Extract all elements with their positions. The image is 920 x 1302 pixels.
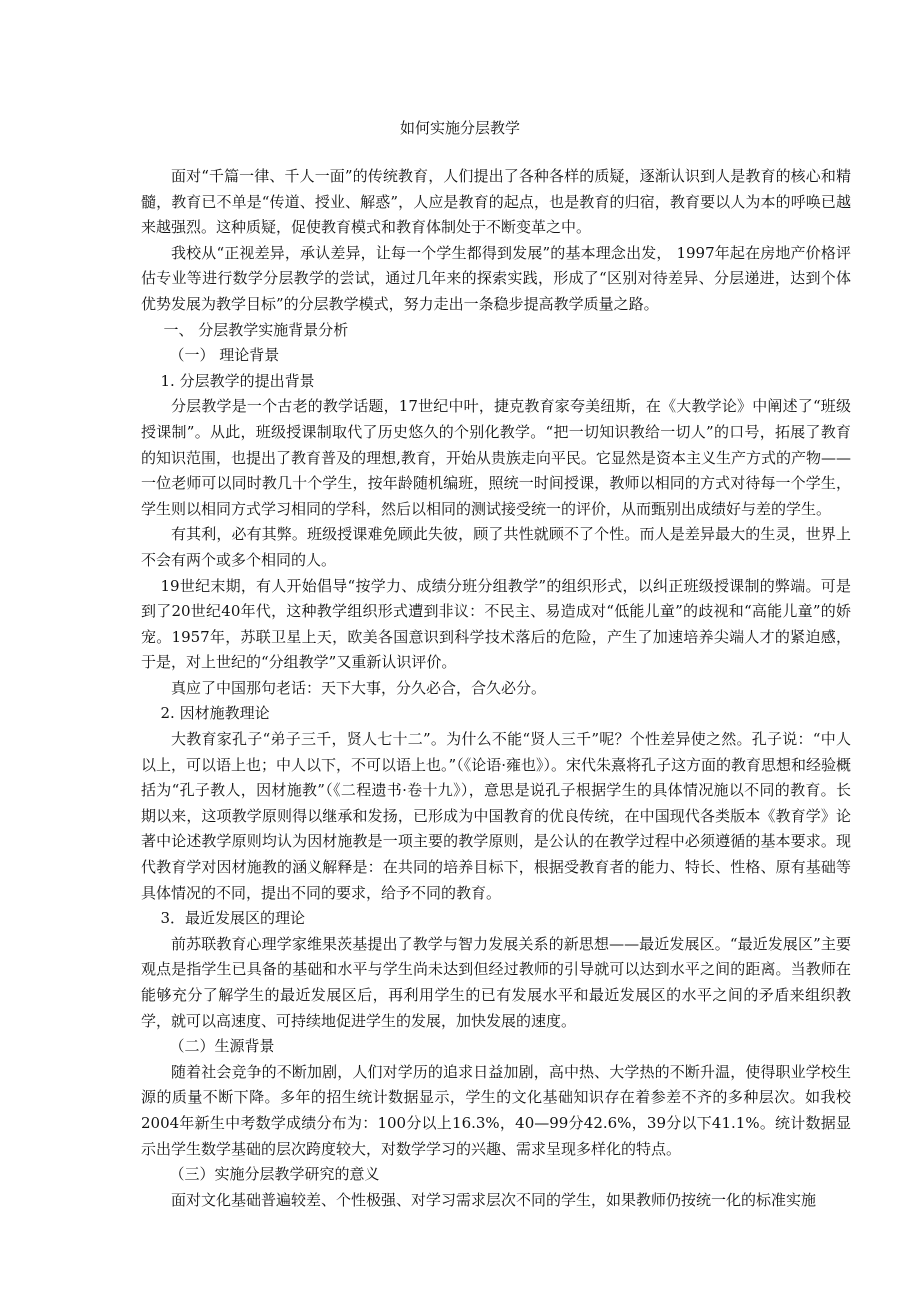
item-heading: 1. 分层教学的提出背景	[160, 371, 315, 390]
body-paragraph: 大教育家孔子“弟子三千，贤人七十二”。为什么不能“贤人三千”呢？个性差异使之然。孔子说：“中人以上，可以语上也；中人以下，不可以语上也。”（《论语·雍也》）。宋代朱熹将孔子这方面的教育思想和经验概括为“孔子教人，因材施教”（《二程遗书·卷十九》），意思是说孔子根据学生的具体情况施以不同的教育。长期以来，这项教学原则得以继承和发扬，已形成为中国教育的优良传统，在中国现代各类版本《教育学》论著中论述教学原则均认为因材施教是一项主要的教学原则，是公认的在教学过程中必须遵循的基本要求。现代教育学对因材施教的涵义解释是：在共同的培养目标下，根据受教育者的能力、特长、性格、原有基础等具体情况的不同，提出不同的要求，给予不同的教育。	[141, 730, 851, 902]
body-paragraph: 前苏联教育心理学家维果茨基提出了教学与智力发展关系的新思想——最近发展区。“最近发展区”主要观点是指学生已具备的基础和水平与学生尚未达到但经过教师的引导就可以达到水平之间的距离。当教师在能够充分了解学生的最近发展区后，再利用学生的已有发展水平和最近发展区的水平之间的矛盾来组织教学，就可以高速度、可持续地促进学生的发展，加快发展的速度。	[141, 934, 851, 1030]
item-heading: 3．最近发展区的理论	[160, 909, 306, 928]
document-title: 如何实施分层教学	[399, 119, 520, 137]
subsection-heading: （三）实施分层教学研究的意义	[169, 1165, 380, 1184]
document-body	[141, 164, 851, 1213]
body-paragraph: 随着社会竞争的不断加剧，人们对学历的追求日益加剧，高中热、大学热的不断升温，使得职业学校生源的质量不断下降。多年的招生统计数据显示，学生的文化基础知识存在着参差不齐的多种层次。如我校2004年新生中考数学成绩分布为：100分以上16.3%，40—99分42.6%，39分以下41.1%。统计数据显示出学生数学基础的层次跨度较大，对数学学习的兴趣、需求呈现多样化的特点。	[141, 1062, 851, 1158]
intro-paragraph-1: 面对“千篇一律、千人一面”的传统教育，人们提出了各种各样的质疑，逐渐认识到人是教育的核心和精髓，教育已不单是“传道、授业、解惑”，人应是教育的起点，也是教育的归宿，教育要以人为本的呼唤已越来越强烈。这种质疑，促使教育模式和教育体制处于不断变革之中。	[141, 167, 851, 237]
body-paragraph: 真应了中国那句老话：天下大事，分久必合，合久必分。	[171, 678, 547, 697]
subsection-heading: （一） 理论背景	[169, 346, 280, 365]
item-heading: 2. 因材施教理论	[160, 704, 270, 723]
body-paragraph: 分层教学是一个古老的教学话题，17世纪中叶，捷克教育家夸美纽斯，在《大教学论》中阐述了“班级授课制”。从此，班级授课制取代了历史悠久的个别化教学。“把一切知识教给一切人”的口号，拓展了教育的知识范围，也提出了教育普及的理想,教育，开始从贵族走向平民。它显然是资本主义生产方式的产物——一位老师可以同时教几十个学生，按年龄随机编班，照统一时间授课，教师以相同的方式对待每一个学生，学生则以相同方式学习相同的学科，然后以相同的测试接受统一的评价，从而甄别出成绩好与差的学生。	[141, 397, 851, 518]
body-paragraph: 19世纪末期，有人开始倡导“按学力、成绩分班分组教学”的组织形式，以纠正班级授课制的弊端。可是到了20世纪40年代，这种教学组织形式遭到非议：不民主、易造成对“低能儿童”的歧视和“高能儿童”的娇宠。1957年，苏联卫星上天，欧美各国意识到科学技术落后的危险，产生了加速培养尖端人才的紧迫感，于是，对上世纪的“分组教学”又重新认识评价。	[141, 576, 851, 672]
section-heading: 一、 分层教学实施背景分析	[163, 320, 349, 339]
body-paragraph: 面对文化基础普遍较差、个性极强、对学习需求层次不同的学生，如果教师仍按统一化的标准实施	[171, 1190, 817, 1209]
intro-paragraph-2: 我校从“正视差异，承认差异，让每一个学生都得到发展”的基本理念出发， 1997年起在房地产价格评估专业等进行数学分层教学的尝试，通过几年来的探索实践，形成了“区别对待差异、分层递进，达到个体优势发展为教学目标”的分层教学模式，努力走出一条稳步提高教学质量之路。	[141, 243, 851, 313]
body-paragraph: 有其利，必有其弊。班级授课难免顾此失彼，顾了共性就顾不了个性。而人是差异最大的生灵，世界上不会有两个或多个相同的人。	[141, 525, 851, 569]
subsection-heading: （二）生源背景	[169, 1037, 275, 1056]
